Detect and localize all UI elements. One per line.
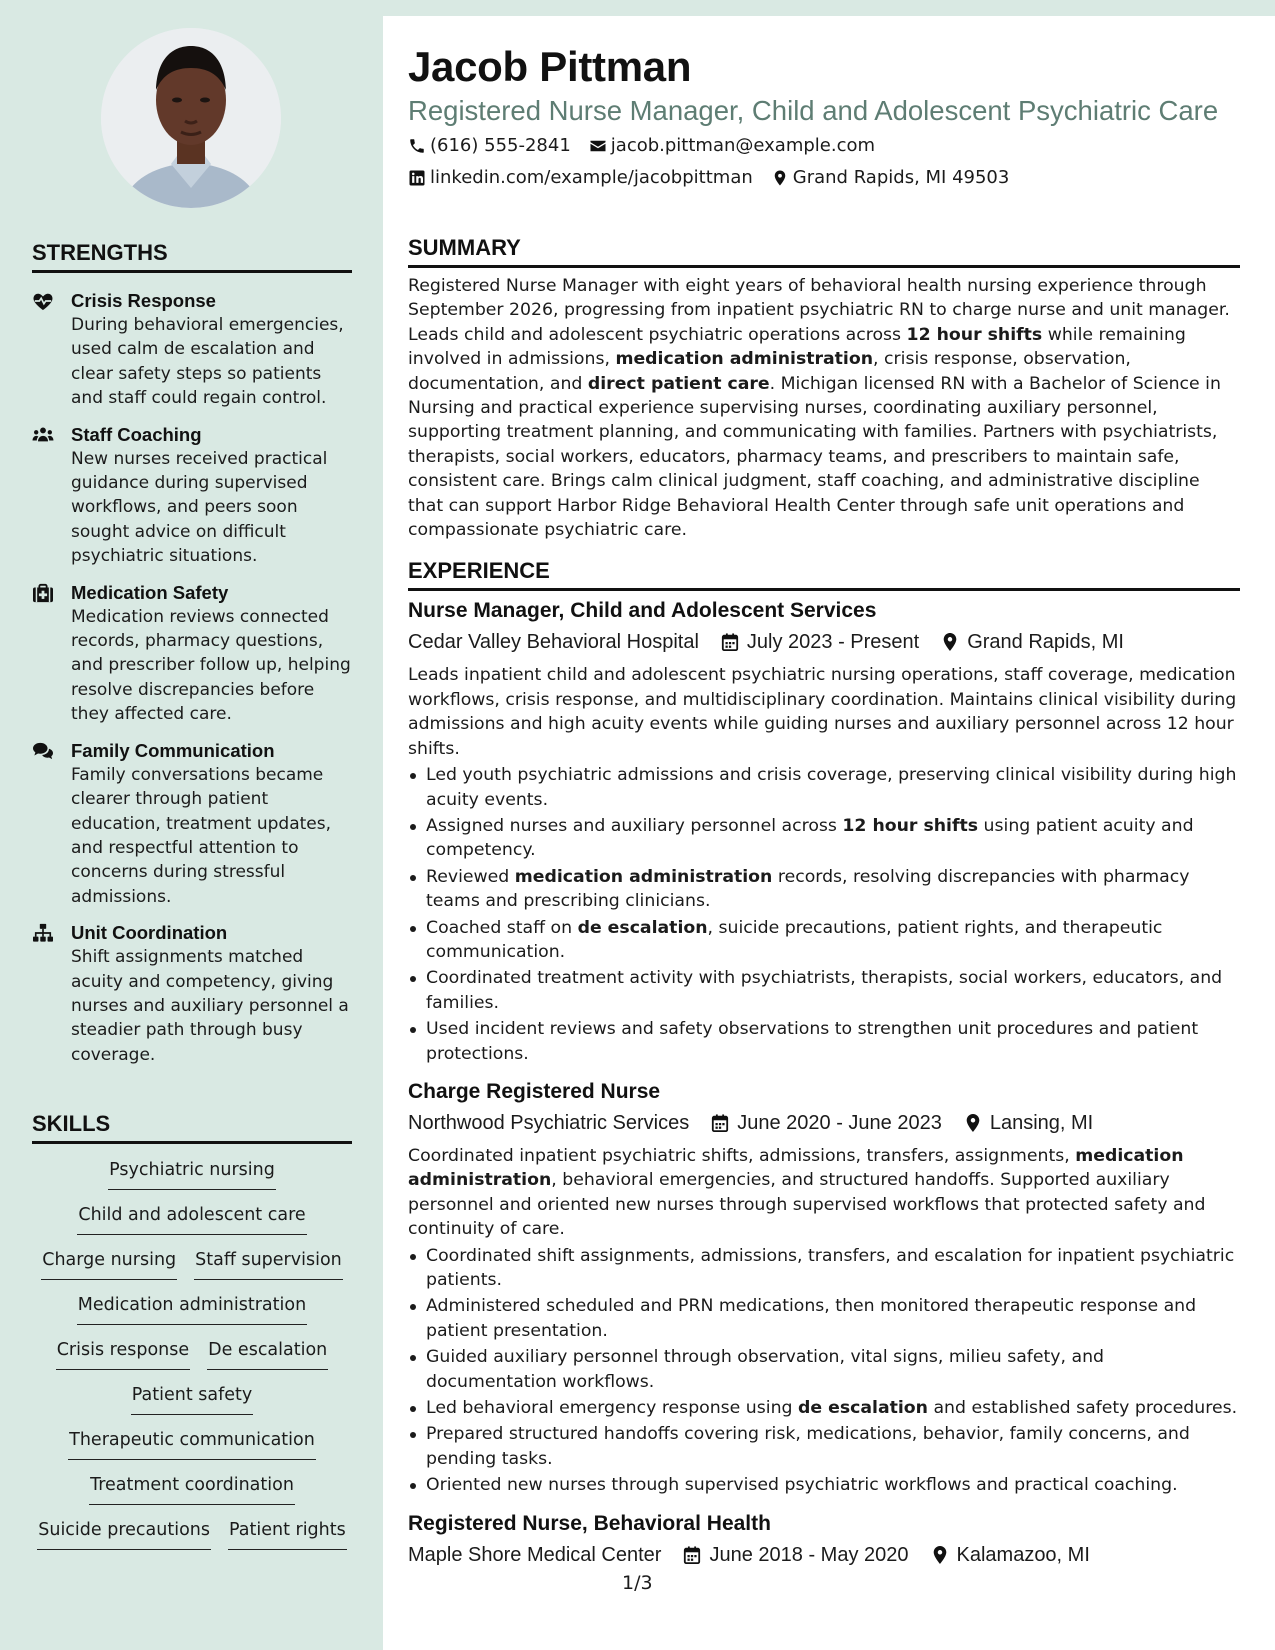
skill-tag: Staff supervision: [194, 1248, 343, 1280]
text-run: records, resolving discrepancies with pharmacy teams and prescribing clinicians.: [426, 866, 1190, 912]
linkedin-text: linkedin.com/example/jacobpittman: [430, 167, 753, 188]
text-run: Prepared structured handoffs covering risk, medications, behavior, family concerns, and pending tasks.: [426, 1424, 1190, 1469]
text-run: Used incident reviews and safety observations to strengthen unit procedures and patient protections.: [426, 1019, 1199, 1064]
job-location: Lansing, MI: [989, 1111, 1094, 1134]
calendar-icon: [721, 632, 739, 652]
job-entry: [408, 597, 1240, 1066]
skill-tag: Treatment coordination: [89, 1473, 295, 1505]
strength-description: New nurses received practical guidance during supervised workflows, and peers soon sought advice on difficult psychiatric situations.: [71, 448, 328, 567]
list-item: [408, 1396, 1240, 1420]
text-run: Coordinated shift assignments, admissions, transfers, and escalation for inpatient psychiatric patients.: [426, 1245, 1235, 1290]
candidate-title: Registered Nurse Manager, Child and Adolescent Psychiatric Care: [408, 95, 1219, 126]
skills-heading: SKILLS: [32, 1111, 352, 1144]
text-run: Led behavioral emergency response using: [426, 1398, 798, 1419]
text-run: Oriented new nurses through supervised psychiatric workflows and practical coaching.: [426, 1475, 1178, 1496]
text-run: Led youth psychiatric admissions and crisis coverage, preserving clinical visibility during high acuity events.: [426, 765, 1237, 810]
email-text: jacob.pittman@example.com: [610, 135, 876, 156]
skill-row: [32, 1518, 352, 1563]
skill-tag: De escalation: [207, 1338, 328, 1370]
text-run: Guided auxiliary personnel through observation, vital signs, milieu safety, and documentation workflows.: [426, 1347, 1105, 1392]
text-run: Assigned nurses and auxiliary personnel across: [426, 815, 843, 836]
text-run: Registered Nurse Manager with eight years of behavioral health nursing experience through September 2026, progressing from inpatient psychiatric RN to charge nurse and unit manager. Leads child and adolescent psychiatric operations across: [408, 276, 1230, 345]
experience-list: [408, 597, 1240, 1569]
envelope-icon: [589, 137, 607, 155]
job-description: [408, 1144, 1240, 1242]
calendar-icon: [683, 1545, 701, 1565]
linkedin-icon: [408, 169, 426, 187]
list-item: [408, 1244, 1240, 1293]
employer-name: Northwood Psychiatric Services: [408, 1111, 690, 1134]
sitemap-icon: [32, 923, 54, 943]
strength-description: During behavioral emergencies, used calm de escalation and clear safety steps so patients and staff could regain control.: [71, 315, 344, 409]
experience-heading: EXPERIENCE: [408, 558, 1240, 591]
text-run: while remaining involved in admissions,: [408, 324, 1186, 370]
text-run: , behavioral emergencies, and structured handoffs. Supported auxiliary personnel and oriented new nurses through supervised workflows that protected safety and continuity of care.: [408, 1170, 1206, 1240]
text-run: . Michigan licensed RN with a Bachelor of Science in Nursing and practical experience supervising nurses, coordinating auxiliary personnel, supporting treatment planning, and communicating with families. Partners with psychiatrists, therapists, social workers, educators, pharmacy teams, and prescribers to maintain safe, consistent care. Brings calm clinical judgment, staff coaching, and administrative discipline that can support Harbor Ridge Behavioral Health Center through safe unit operations and compassionate psychiatric care.: [408, 373, 1221, 541]
job-description: [408, 663, 1240, 761]
bold-phrase: direct patient care: [587, 373, 770, 394]
list-item: [408, 763, 1240, 812]
list-item: [408, 1345, 1240, 1394]
job-title: Registered Nurse, Behavioral Health: [408, 1511, 771, 1535]
text-run: Leads inpatient child and adolescent psychiatric nursing operations, staff coverage, medication workflows, crisis response, and multidisciplinary coordination. Maintains clinical visibility during admissions and high acuity events while guiding nurses and auxiliary personnel across 12 hour shifts.: [408, 665, 1237, 759]
skill-row: [32, 1248, 352, 1293]
strength-title: Family Communication: [71, 739, 275, 761]
job-dates: June 2020 - June 2023: [737, 1111, 942, 1134]
skill-tag: Psychiatric nursing: [108, 1158, 276, 1190]
strengths-heading: STRENGTHS: [32, 240, 352, 273]
text-run: Administered scheduled and PRN medications, then monitored therapeutic response and patient presentation.: [426, 1296, 1197, 1341]
phone-text: (616) 555-2841: [430, 135, 571, 156]
location-contact: [771, 163, 1010, 193]
strength-description: Shift assignments matched acuity and competency, giving nurses and auxiliary personnel a steadier path through busy coverage.: [71, 947, 349, 1065]
skill-tag: Crisis response: [56, 1338, 190, 1370]
location-text: Grand Rapids, MI 49503: [792, 167, 1010, 188]
strength-item: [32, 289, 352, 411]
map-marker-icon: [931, 1545, 949, 1565]
job-bullets: [408, 763, 1240, 1066]
summary-text: [408, 274, 1240, 542]
job-title: Charge Registered Nurse: [408, 1079, 661, 1103]
medkit-icon: [32, 583, 54, 603]
text-run: Coordinated inpatient psychiatric shifts, admissions, transfers, assignments,: [408, 1145, 1076, 1166]
employer-name: Maple Shore Medical Center: [408, 1543, 662, 1566]
strength-item: [32, 921, 352, 1067]
email-contact[interactable]: [589, 131, 875, 161]
text-run: , suicide precautions, patient rights, and therapeutic communication.: [426, 917, 1163, 962]
skill-tag: Patient rights: [228, 1518, 347, 1550]
skill-tag: Charge nursing: [41, 1248, 177, 1280]
job-meta: [408, 627, 1240, 657]
skill-tag: Therapeutic communication: [68, 1428, 316, 1460]
skill-row: [32, 1338, 352, 1383]
heart-pulse-icon: [32, 291, 54, 311]
map-marker-icon: [771, 169, 789, 187]
top-accent-strip: [383, 0, 1275, 16]
job-dates: July 2023 - Present: [746, 631, 920, 654]
strength-description: Medication reviews connected records, pharmacy questions, and prescriber follow up, helping resolve discrepancies before they affected care.: [71, 606, 351, 725]
list-item: [408, 966, 1240, 1015]
employer-name: Cedar Valley Behavioral Hospital: [408, 631, 699, 654]
bold-phrase: medication administration: [408, 1145, 1184, 1191]
text-run: Reviewed: [426, 866, 515, 887]
bold-phrase: medication administration: [615, 349, 874, 370]
skill-tag: Suicide precautions: [37, 1518, 211, 1550]
calendar-icon: [711, 1113, 729, 1133]
bold-phrase: medication administration: [514, 866, 773, 887]
bold-phrase: de escalation: [577, 917, 708, 938]
text-run: Coordinated treatment activity with psychiatrists, therapists, social workers, educators, and families.: [426, 968, 1223, 1013]
main-content: [408, 38, 1240, 1570]
job-location: Kalamazoo, MI: [956, 1543, 1090, 1566]
candidate-name: Jacob Pittman: [408, 43, 692, 90]
job-dates: June 2018 - May 2020: [709, 1543, 909, 1566]
list-item: [408, 1294, 1240, 1343]
strength-title: Unit Coordination: [71, 922, 228, 944]
users-icon: [32, 425, 54, 445]
phone-icon: [408, 137, 426, 155]
bold-phrase: 12 hour shifts: [842, 815, 979, 836]
skill-row: [32, 1203, 352, 1248]
contact-row-1: [408, 131, 1240, 161]
profile-photo: [101, 28, 281, 208]
skill-row: [32, 1473, 352, 1518]
skill-row: [32, 1428, 352, 1473]
list-item: [408, 1017, 1240, 1066]
job-meta: [408, 1108, 1240, 1138]
strengths-list: [32, 289, 352, 1079]
skill-tag: Medication administration: [77, 1293, 307, 1325]
strength-title: Staff Coaching: [71, 423, 202, 445]
job-entry: [408, 1078, 1240, 1498]
phone-contact[interactable]: [408, 131, 571, 161]
skill-row: [32, 1158, 352, 1203]
job-bullets: [408, 1244, 1240, 1498]
contact-row-2: [408, 163, 1240, 193]
text-run: using patient acuity and competency.: [426, 815, 1194, 861]
strength-title: Crisis Response: [71, 290, 216, 311]
linkedin-contact[interactable]: [408, 163, 753, 193]
text-run: Coached staff on: [426, 917, 578, 938]
text-run: and established safety procedures.: [927, 1398, 1238, 1419]
job-entry: [408, 1510, 1240, 1570]
job-title: Nurse Manager, Child and Adolescent Services: [408, 599, 877, 623]
text-run: , crisis response, observation, documentation, and: [408, 349, 1131, 394]
strength-title: Medication Safety: [71, 581, 229, 603]
bold-phrase: 12 hour shifts: [906, 324, 1043, 345]
strength-item: [32, 581, 352, 727]
bold-phrase: de escalation: [798, 1398, 928, 1419]
strength-item: [32, 423, 352, 569]
map-marker-icon: [941, 632, 959, 652]
list-item: [408, 1473, 1240, 1497]
list-item: [408, 1422, 1240, 1471]
skill-row: [32, 1293, 352, 1338]
list-item: [408, 865, 1240, 914]
job-location: Grand Rapids, MI: [967, 631, 1124, 654]
strength-description: Family conversations became clearer through patient education, treatment updates, and respectful attention to concerns during stressful admissions.: [71, 764, 332, 907]
skill-tag: Child and adolescent care: [77, 1203, 306, 1235]
comments-icon: [32, 741, 54, 761]
skills-list: [32, 1158, 352, 1563]
skill-tag: Patient safety: [131, 1383, 253, 1415]
map-marker-icon: [964, 1113, 982, 1133]
list-item: [408, 814, 1240, 863]
page-number: 1/3: [622, 1572, 653, 1594]
list-item: [408, 916, 1240, 965]
job-meta: [408, 1540, 1240, 1570]
summary-heading: SUMMARY: [408, 235, 1240, 268]
skill-row: [32, 1383, 352, 1428]
strength-item: [32, 739, 352, 909]
